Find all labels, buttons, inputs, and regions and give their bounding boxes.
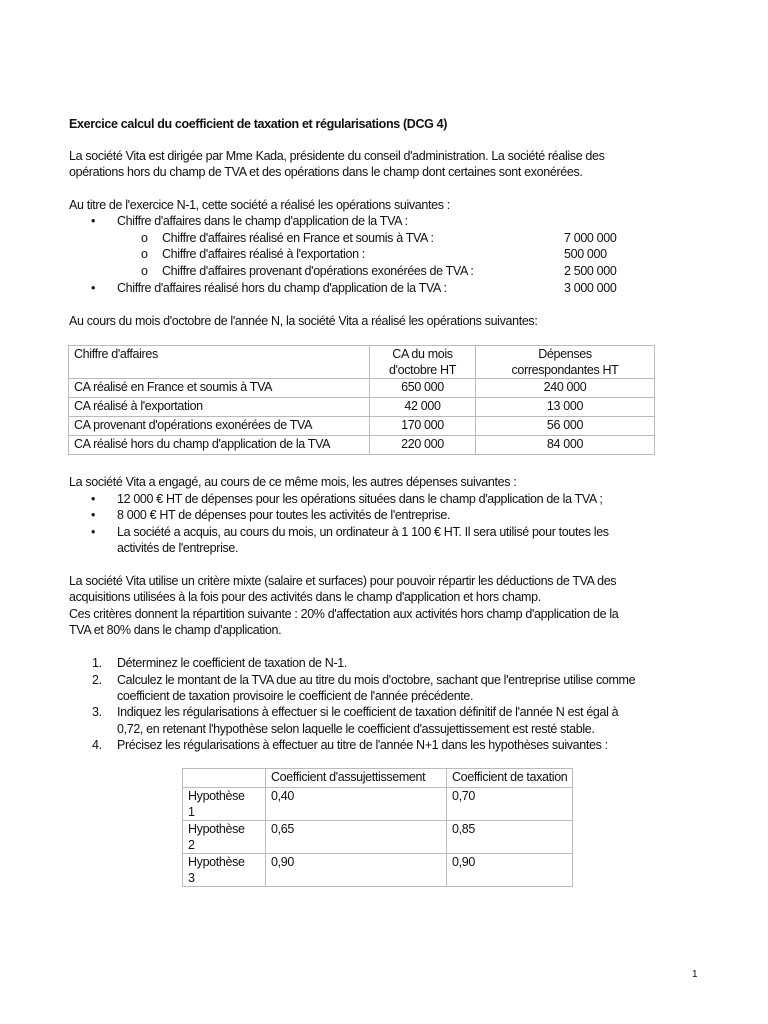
cell: 84 000 [476, 436, 655, 455]
sub-bullet-icon: o [141, 264, 148, 278]
question-text: Indiquez les régularisations à effectuer si le coefficient de taxation définitif de l'année N est égal à [117, 705, 619, 719]
n1-bullet: Chiffre d'affaires dans le champ d'application de la TVA : [117, 214, 408, 228]
header-cell: Dépenses correspondantes HT [476, 346, 655, 379]
criteria-line: La société Vita utilise un critère mixte (salaire et surfaces) pour pouvoir répartir les déductions de TVA des [69, 574, 617, 588]
table-header-row [69, 346, 655, 379]
criteria-line: acquisitions utilisées à la fois pour des activités dans le champ d'application et hors champ. [69, 590, 541, 604]
expense-line: 8 000 € HT de dépenses pour toutes les activités de l'entreprise. [117, 508, 451, 522]
cell: 42 000 [370, 398, 476, 417]
header-cell: Coefficient de taxation [447, 769, 573, 788]
question-number: 2. [92, 673, 102, 687]
header-cell: CA du mois d'octobre HT [370, 346, 476, 379]
n1-sub-label: Chiffre d'affaires réalisé en France et soumis à TVA : [162, 231, 434, 245]
cell: 0,90 [447, 854, 573, 887]
cell: CA réalisé en France et soumis à TVA [69, 379, 370, 398]
hypotheses-table [182, 768, 573, 887]
cell: CA réalisé à l'exportation [69, 398, 370, 417]
cell: 220 000 [370, 436, 476, 455]
table-row [69, 379, 655, 398]
question-text: coefficient de taxation provisoire le coefficient de l'année précédente. [117, 689, 474, 703]
table-row [183, 854, 573, 887]
n1-sub-value: 500 000 [564, 247, 607, 261]
header-cell: Chiffre d'affaires [69, 346, 370, 379]
n1-value: 3 000 000 [564, 281, 617, 295]
cell: CA réalisé hors du champ d'application de la TVA [69, 436, 370, 455]
header-cell [183, 769, 266, 788]
cell: 56 000 [476, 417, 655, 436]
question-number: 1. [92, 656, 102, 670]
expenses-intro: La société Vita a engagé, au cours de ce même mois, les autres dépenses suivantes : [69, 475, 517, 489]
question-text: Précisez les régularisations à effectuer au titre de l'année N+1 dans les hypothèses suivantes : [117, 738, 608, 752]
question-text: Calculez le montant de la TVA due au titre du mois d'octobre, sachant que l'entreprise utilise comme [117, 673, 636, 687]
cell: 650 000 [370, 379, 476, 398]
cell: 0,85 [447, 821, 573, 854]
table-row [69, 436, 655, 455]
cell: 0,70 [447, 788, 573, 821]
bullet-icon: • [91, 214, 96, 228]
table-row [183, 821, 573, 854]
table-row [183, 788, 573, 821]
page-number: 1 [692, 969, 698, 980]
bullet-icon: • [91, 525, 96, 539]
cell: 13 000 [476, 398, 655, 417]
intro-line: opérations hors du champ de TVA et des opérations dans le champ dont certaines sont exonérées. [69, 165, 583, 179]
criteria-line: Ces critères donnent la répartition suivante : 20% d'affectation aux activités hors champ d'application de la [69, 607, 619, 621]
n1-bullet: Chiffre d'affaires réalisé hors du champ d'application de la TVA : [117, 281, 447, 295]
cell: 240 000 [476, 379, 655, 398]
document-title: Exercice calcul du coefficient de taxation et régularisations (DCG 4) [69, 117, 448, 131]
bullet-icon: • [91, 508, 96, 522]
sub-bullet-icon: o [141, 247, 148, 261]
n1-sub-label: Chiffre d'affaires provenant d'opérations exonérées de TVA : [162, 264, 474, 278]
cell: Hypothèse 2 [183, 821, 266, 854]
cell: 0,65 [266, 821, 447, 854]
header-cell: Coefficient d'assujettissement [266, 769, 447, 788]
october-intro: Au cours du mois d'octobre de l'année N, la société Vita a réalisé les opérations suivantes: [69, 314, 538, 328]
cell: 170 000 [370, 417, 476, 436]
table-header-row [183, 769, 573, 788]
cell: 0,90 [266, 854, 447, 887]
sub-bullet-icon: o [141, 231, 148, 245]
question-number: 4. [92, 738, 102, 752]
expense-line: 12 000 € HT de dépenses pour les opérations situées dans le champ d'application de la TVA ; [117, 492, 603, 506]
question-text: Déterminez le coefficient de taxation de N-1. [117, 656, 347, 670]
expense-line: activités de l'entreprise. [117, 541, 239, 555]
october-table [68, 345, 655, 455]
bullet-icon: • [91, 492, 96, 506]
cell: 0,40 [266, 788, 447, 821]
n1-sub-label: Chiffre d'affaires réalisé à l'exportation : [162, 247, 365, 261]
intro-line: La société Vita est dirigée par Mme Kada, présidente du conseil d'administration. La société réalise des [69, 149, 605, 163]
bullet-icon: • [91, 281, 96, 295]
criteria-line: TVA et 80% dans le champ d'application. [69, 623, 282, 637]
expense-line: La société a acquis, au cours du mois, un ordinateur à 1 100 € HT. Il sera utilisé pour toutes les [117, 525, 609, 539]
n1-sub-value: 7 000 000 [564, 231, 617, 245]
n1-intro: Au titre de l'exercice N-1, cette société a réalisé les opérations suivantes : [69, 198, 450, 212]
n1-sub-value: 2 500 000 [564, 264, 617, 278]
cell: Hypothèse 1 [183, 788, 266, 821]
question-number: 3. [92, 705, 102, 719]
table-row [69, 417, 655, 436]
cell: Hypothèse 3 [183, 854, 266, 887]
cell: CA provenant d'opérations exonérées de TVA [69, 417, 370, 436]
question-text: 0,72, en retenant l'hypothèse selon laquelle le coefficient d'assujettissement est resté stable. [117, 722, 595, 736]
table-row [69, 398, 655, 417]
